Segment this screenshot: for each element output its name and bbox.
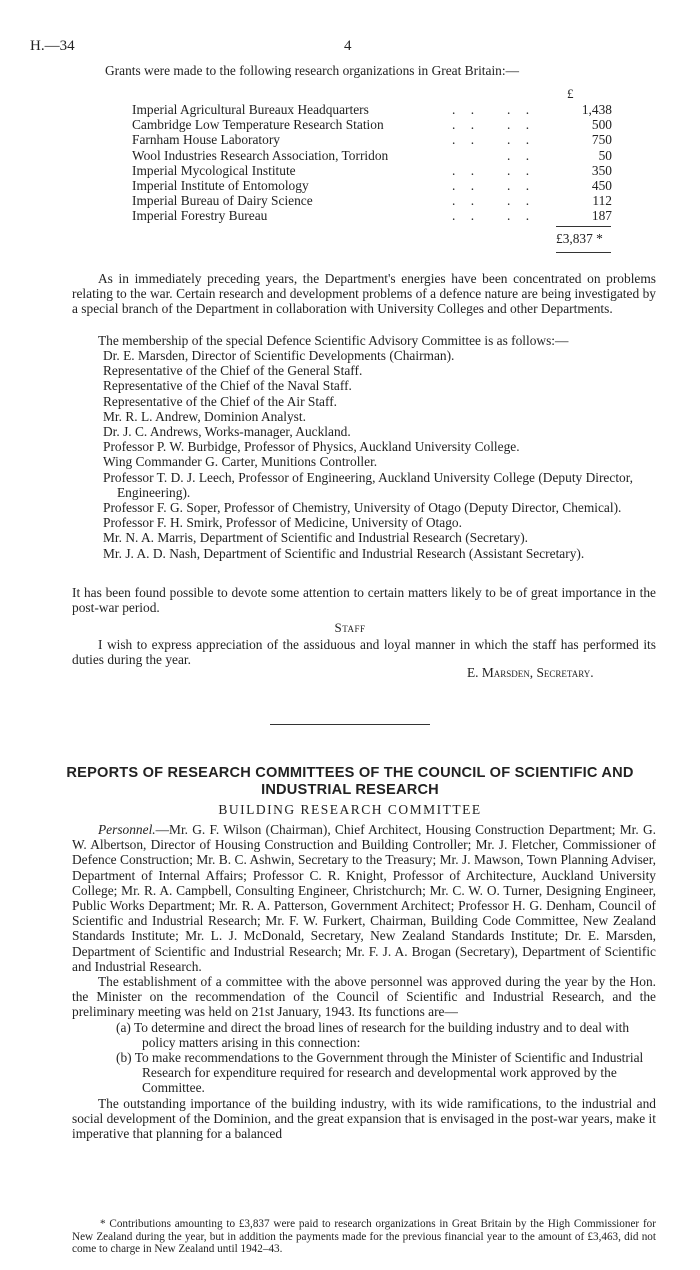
leader-dots: . . <box>507 147 536 163</box>
member-item: Professor T. D. J. Leech, Professor of Engineering, Auckland University College (Deputy Director, Engineering). <box>103 469 634 500</box>
leader-dots: . . <box>507 102 536 117</box>
grants-total: £3,837 * <box>556 231 603 246</box>
grant-name: Imperial Institute of Entomology <box>132 177 309 193</box>
leader-dots: . . <box>452 162 481 178</box>
member-item: Representative of the Chief of the Naval Staff. <box>103 378 352 394</box>
grant-row <box>132 148 632 163</box>
leader-dots: . . <box>452 117 481 133</box>
establishment-paragraph: The establishment of a committee with the above personnel was approved during the year by the Hon. the Minister on the recommendation of the Council of Scientific and Industrial Research, and the preliminary meeting was held on 21st January, 1943. Its functions are— <box>72 974 656 1020</box>
function-item: (b) To make recommendations to the Government through the Minister of Scientific and Industrial Research for expenditure required for research and developmental work approved by the Committee. <box>116 1050 644 1096</box>
grant-name: Farnham House Laboratory <box>132 132 280 148</box>
footnote <box>72 1218 656 1256</box>
member-item: Professor P. W. Burbidge, Professor of Physics, Auckland University College. <box>103 439 520 455</box>
grant-name: Wool Industries Research Association, Torridon <box>132 147 389 163</box>
leader-dots: . . <box>452 102 481 117</box>
committee-body <box>72 822 656 1141</box>
currency-unit: £ <box>567 86 574 101</box>
leader-dots: . . <box>507 193 536 209</box>
member-item: Representative of the Chief of the Air Staff. <box>103 393 338 409</box>
grant-amount: 500 <box>591 117 612 133</box>
staff-paragraph <box>72 637 656 667</box>
leader-dots: . . <box>452 132 481 148</box>
total-rule-bottom <box>556 252 611 253</box>
grant-amount: 1,438 <box>581 102 612 117</box>
grant-row <box>132 208 632 223</box>
grants-table <box>132 102 632 224</box>
leader-dots: . . <box>452 193 481 209</box>
member-item: Mr. J. A. D. Nash, Department of Scientific and Industrial Research (Assistant Secretary). <box>103 545 585 561</box>
grant-row <box>132 132 632 147</box>
grant-name: Imperial Forestry Bureau <box>132 208 268 224</box>
member-item: Professor F. H. Smirk, Professor of Medicine, University of Otago. <box>103 515 462 531</box>
leader-dots: . . <box>507 177 536 193</box>
footnote-text: * Contributions amounting to £3,837 were paid to research organizations in Great Britain by the High Commissioner for New Zealand during the year, but in addition the payments made for the previous financial year to the amount of £3,463, did not come to charge in New Zealand until 1942–43. <box>72 1218 656 1256</box>
reports-title: REPORTS OF RESEARCH COMMITTEES OF THE COUNCIL OF SCIENTIFIC AND INDUSTRIAL RESEARCH <box>66 765 634 798</box>
grant-amount: 50 <box>598 147 612 163</box>
grant-amount: 450 <box>591 177 612 193</box>
staff-heading: Staff <box>334 620 366 635</box>
section-code: H.—34 <box>30 38 75 54</box>
section-divider <box>270 724 430 725</box>
committee-title: BUILDING RESEARCH COMMITTEE <box>218 802 482 817</box>
leader-dots: . . <box>452 208 481 224</box>
member-item: Representative of the Chief of the General Staff. <box>103 363 363 379</box>
grants-intro: Grants were made to the following research organizations in Great Britain:— <box>105 63 519 78</box>
leader-dots: . . <box>507 132 536 148</box>
grant-amount: 350 <box>591 162 612 178</box>
grant-row <box>132 102 632 117</box>
grant-row <box>132 117 632 132</box>
grant-row <box>132 163 632 178</box>
personnel-label: Personnel. <box>98 822 156 837</box>
members-list <box>103 348 643 561</box>
importance-paragraph: The outstanding importance of the building industry, with its wide ramifications, to the industrial and social development of the Dominion, and the great expansion that is envisaged in the post-war years, make it imperative that planning for a balanced <box>72 1095 656 1142</box>
war-paragraph-text: As in immediately preceding years, the Department's energies have been concentrated on problems relating to the war. Certain research and development problems of a defence nature are being investigated by a special branch of the Department in collaboration with University Colleges and other Departments. <box>72 271 656 317</box>
function-item: (a) To determine and direct the broad lines of research for the building industry and to deal with policy matters arising in this connection: <box>116 1019 630 1050</box>
personnel-text: —Mr. G. F. Wilson (Chairman), Chief Architect, Housing Construction Department; Mr. G. W. Albertson, Director of Housing Construction and Building Controller; Mr. J. Fletcher, Commissioner of Defence Construction; Mr. B. C. Ashwin, Secretary to the Treasury; Mr. J. Mawson, Town Planning Adviser, Department of Internal Affairs; Professor C. R. Knight, Professor of Architecture, Auckland University College; Mr. R. A. Campbell, Consulting Engineer, Christchurch; Mr. C. W. O. Turner, Designing Engineer, Public Works Department; Mr. R. A. Patterson, Government Architect; Professor H. G. Denham, Council of Scientific and Industrial Research; Mr. F. W. Furkert, Chairman, Building Code Committee, New Zealand Standards Institute; Mr. L. J. McDonald, Secretary, New Zealand Standards Institute; Dr. E. Marsden, Department of Scientific and Industrial Research; Mr. F. J. A. Brogan (Secretary), Department of Scientific and Industrial Research. <box>72 822 656 974</box>
leader-dots: . . <box>452 177 481 193</box>
page-number: 4 <box>344 38 352 54</box>
member-item: Wing Commander G. Carter, Munitions Controller. <box>103 454 378 470</box>
leader-dots: . . <box>507 117 536 133</box>
membership-intro-text: The membership of the special Defence Scientific Advisory Committee is as follows:— <box>98 333 569 348</box>
leader-dots: . . <box>507 208 536 224</box>
postwar-paragraph <box>72 585 656 615</box>
staff-paragraph-text: I wish to express appreciation of the assiduous and loyal manner in which the staff has performed its duties during the year. <box>72 637 656 668</box>
member-item: Mr. N. A. Marris, Department of Scientific and Industrial Research (Secretary). <box>103 530 529 546</box>
grant-name: Imperial Bureau of Dairy Science <box>132 193 313 209</box>
total-rule-top <box>556 226 611 227</box>
grant-row <box>132 193 632 208</box>
postwar-paragraph-text: It has been found possible to devote some attention to certain matters likely to be of great importance in the post-war period. <box>72 585 656 616</box>
member-item: Mr. R. L. Andrew, Dominion Analyst. <box>103 408 306 424</box>
membership-intro <box>72 333 656 348</box>
member-item: Dr. J. C. Andrews, Works-manager, Auckland. <box>103 424 351 440</box>
leader-dots: . . <box>507 162 536 178</box>
signature: E. Marsden, Secretary. <box>467 665 594 680</box>
grant-name: Imperial Agricultural Bureaux Headquarters <box>132 102 369 117</box>
member-item: Dr. E. Marsden, Director of Scientific Developments (Chairman). <box>103 348 455 363</box>
grant-name: Imperial Mycological Institute <box>132 162 296 178</box>
grant-amount: 187 <box>591 208 612 224</box>
grant-amount: 112 <box>592 193 612 209</box>
grant-name: Cambridge Low Temperature Research Station <box>132 117 384 133</box>
personnel-paragraph <box>72 822 656 974</box>
grant-row <box>132 178 632 193</box>
grant-amount: 750 <box>591 132 612 148</box>
war-paragraph <box>72 271 656 317</box>
member-item: Professor F. G. Soper, Professor of Chemistry, University of Otago (Deputy Director, Chemical). <box>103 500 622 516</box>
